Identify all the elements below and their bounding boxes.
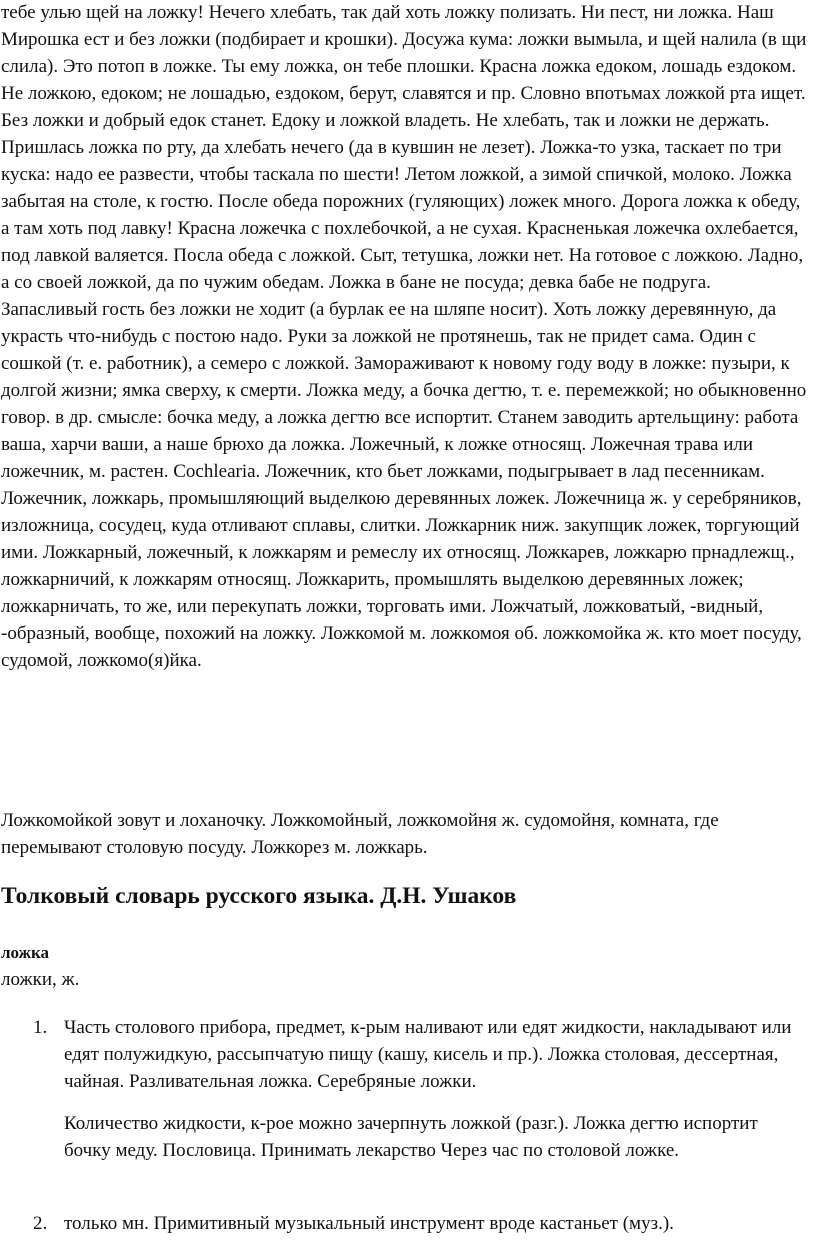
definition-item-1 <box>0 1014 794 1210</box>
definition-item-2 <box>0 1210 794 1237</box>
definition-text: Часть столового прибора, предмет, к-рым наливают или едят жидкости, накладывают или едят полужидкую, рассыпчатую пищу (кашу, кисель и пр.). Ложка столовая, дессертная, чайная. Разливательная ложка. Серебряные ложки. <box>64 1017 792 1092</box>
definition-number: 1. <box>33 1017 48 1038</box>
second-paragraph: Ложкомойкой зовут и лоханочку. Ложкомойный, ложкомойня ж. судомойня, комната, где перемывают столовую посуду. Ложкорез м. ложкарь. <box>1 810 719 858</box>
definition-text: только мн. Примитивный музыкальный инструмент вроде кастаньет (муз.). <box>64 1213 674 1234</box>
grammar-note: ложки, ж. <box>1 969 80 990</box>
main-paragraph: тебе улью щей на ложку! Нечего хлебать, так дай хоть ложку полизать. Ни пест, ни ложка. Наш Мирошка ест и без ложки (подбирает и крошки). Досужа кума: ложки вымыла, и щей налила (в щи слила). Это потоп в ложке. Ты ему ложка, он тебе плошки. Красна ложка едоком, лошадь ездоком. Не ложкою, едоком; не лошадью, ездоком, берут, славятся и пр. Словно впотьмах ложкой рта ищет. Без ложки и добрый едок станет. Едоку и ложкой владеть. Не хлебать, так и ложки не держать. Пришлась ложка по рту, да хлебать нечего (да в кувшин не лезет). Ложка-то узка, таскает по три куска: надо ее развести, чтобы таскала по шести! Летом ложкой, а зимой спичкой, молоко. Ложка забытая на столе, к гостю. После обеда порожних (гуляющих) ложек много. Дорога ложка к обеду, а там хоть под лавку! Красна ложечка с похлебочкой, а не сухая. Красненькая ложечка охлебается, под лавкой валяется. Посла обеда с ложкой. Сыт, тетушка, ложки нет. На готовое с ложкою. Ладно, а со своей ложкой, да по чужим обедам. Ложка в бане не посуда; девка бабе не подруга. Запасливый гость без ложки не ходит (а бурлак ее на шляпе носит). Хоть ложку деревянную, да украсть что-нибудь с постою надо. Руки за ложкой не протянешь, так не придет сама. Один с сошкой (т. е. работник), а семеро с ложкой. Замораживают к новому году воду в ложке: пузыри, к долгой жизни; ямка сверху, к смерти. Ложка меду, а бочка дегтю, т. е. перемежкой; но обыкновенно говор. в др. смысле: бочка меду, а ложка дегтю все испортит. Станем заводить артельщину: работа ваша, харчи ваши, а наше брюхо да ложка. Ложечный, к ложке относящ. Ложечная трава или ложечник, м. растен. Cochlearia. Ложечник, кто бьет ложками, подыгрывает в лад песенникам. Ложечник, ложкарь, промышляющий выделкою деревянных ложек. Ложечница ж. у серебряников, изложница, сосудец, куда отливают сплавы, слитки. Ложкарник ниж. закупщик ложек, торгующий ими. Ложкарный, ложечный, к ложкарям и ремеслу их относящ. Ложкарев, ложкарю прнадлежщ., ложкарничий, к ложкарям относящ. Ложкарить, промышлять выделкою деревянных ложек; ложкарничать, то же, или перекупать ложки, торговать ими. Ложчатый, ложковатый, -видный, -образный, вообще, похожий на ложку. Ложкомой м. ложкомоя об. ложкомойка ж. кто моет посуду, судомой, ложкомо(я)йка. <box>1 2 807 671</box>
definition-note: Количество жидкости, к-рое можно зачерпнуть ложкой (разг.). Ложка дегтю испортит бочку меду. Пословица. Принимать лекарство Через час по столовой ложке. <box>64 1113 758 1161</box>
definition-list <box>0 1014 816 1237</box>
definition-number: 2. <box>33 1213 48 1234</box>
dictionary-heading: Толковый словарь русского языка. Д.Н. Ушаков <box>1 883 517 909</box>
headword: ложка <box>1 943 49 962</box>
